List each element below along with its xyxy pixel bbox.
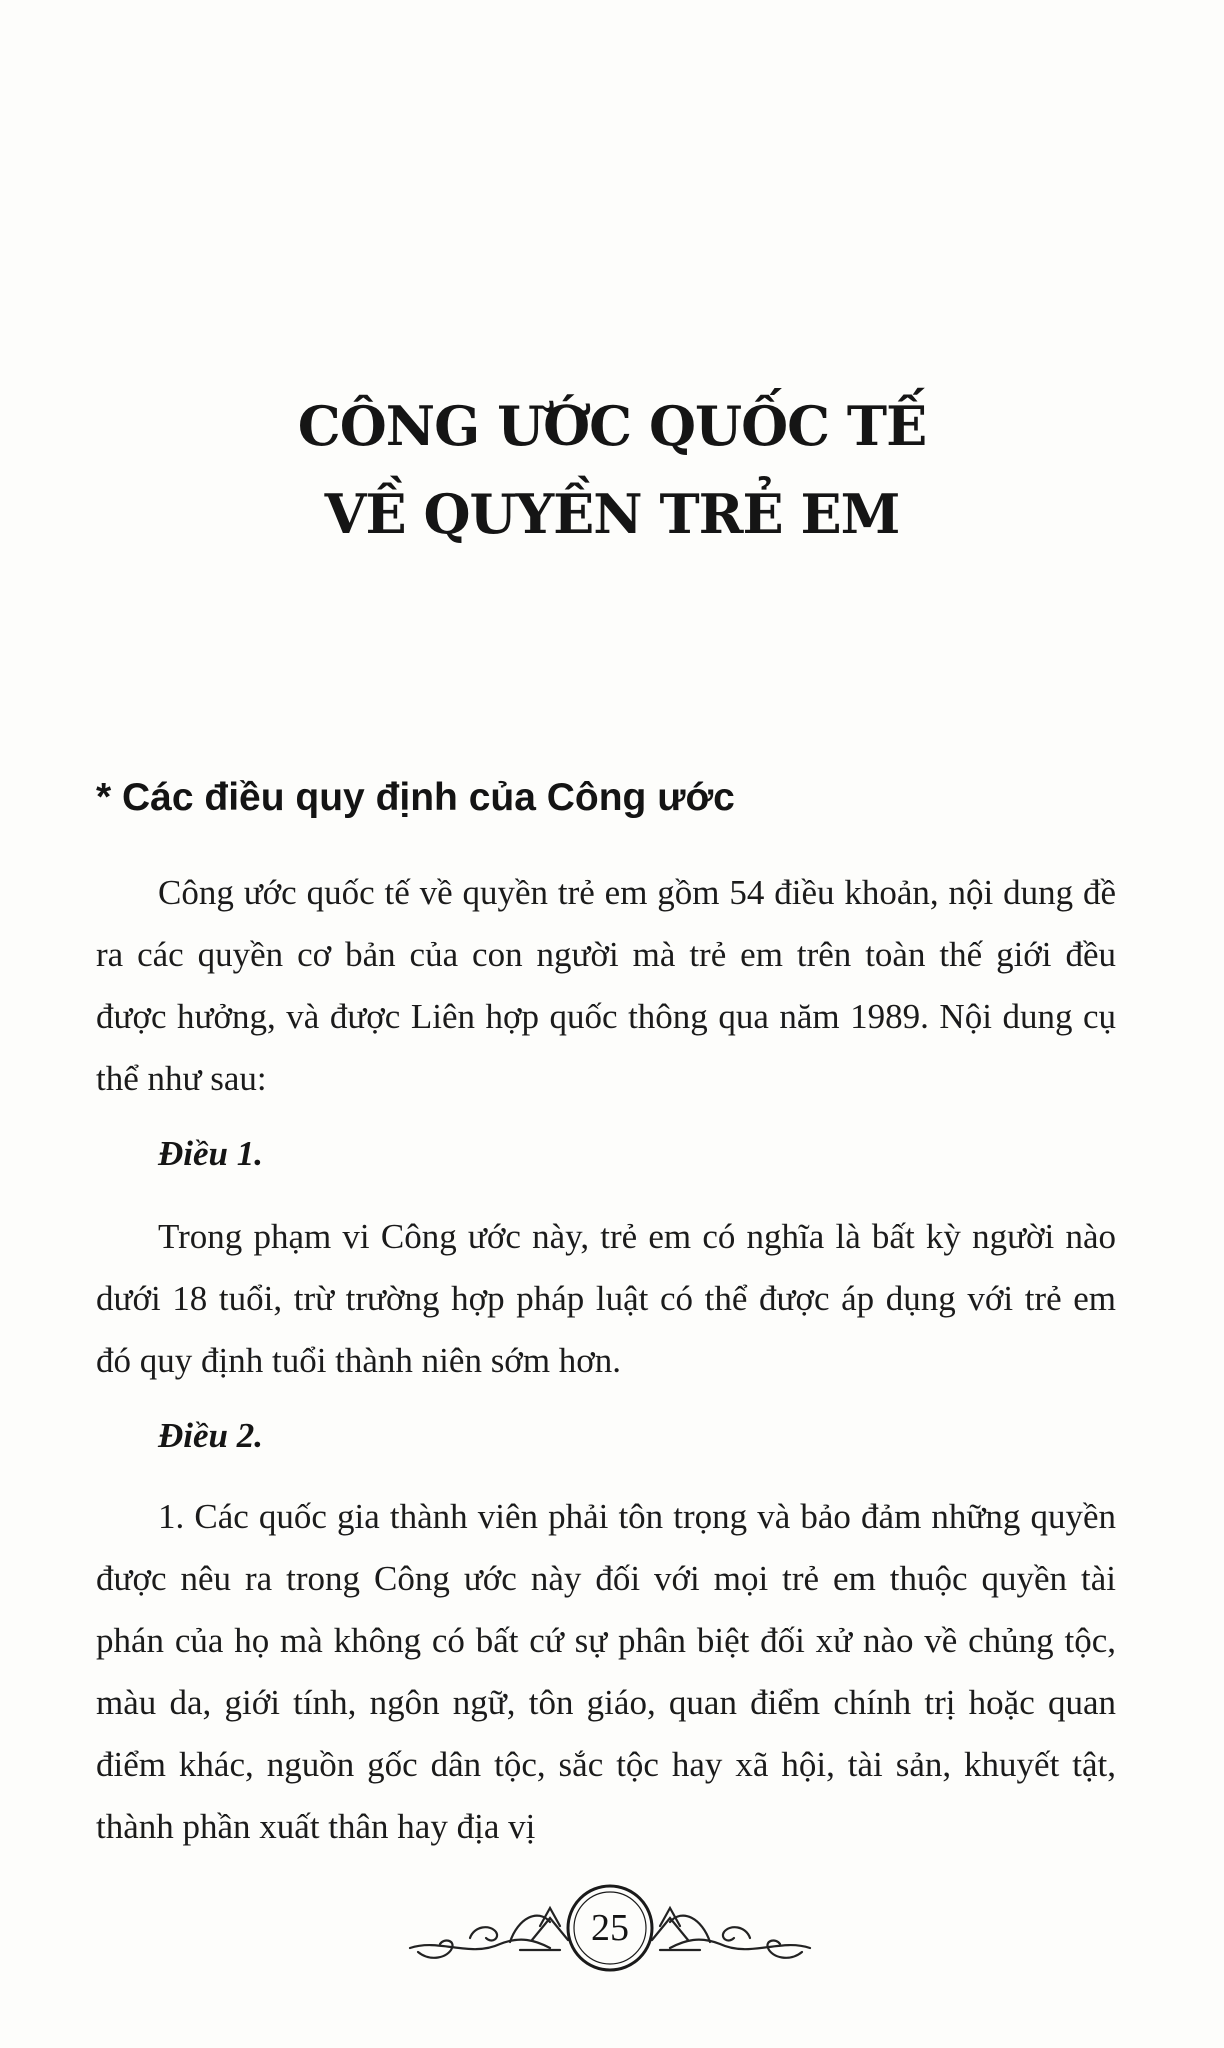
- intro-paragraph: Công ước quốc tế về quyền trẻ em gồm 54 điều khoản, nội dung đề ra các quyền cơ bản của con người mà trẻ em trên toàn thế giới đều được hưởng, và được Liên hợp quốc thông qua năm 1989. Nội dung cụ thể như sau:: [96, 873, 1116, 1098]
- article-1-text: Trong phạm vi Công ước này, trẻ em có nghĩa là bất kỳ người nào dưới 18 tuổi, trừ trường hợp pháp luật có thể được áp dụng với trẻ em đó quy định tuổi thành niên sớm hơn.: [96, 1217, 1116, 1380]
- chapter-title: [0, 382, 1224, 558]
- page-number: 25: [591, 1907, 629, 1949]
- chapter-title-line-1: CÔNG ƯỚC QUỐC TẾ: [297, 394, 927, 458]
- article-1-label: Điều 1.: [158, 1134, 263, 1173]
- section-heading: * Các điều quy định của Công ước: [96, 776, 735, 819]
- article-2-label: Điều 2.: [158, 1416, 263, 1455]
- page-number-ornament: [400, 1878, 820, 1978]
- article-2-text: 1. Các quốc gia thành viên phải tôn trọng và bảo đảm những quyền được nêu ra trong Công ước này đối với mọi trẻ em thuộc quyền tài phán của họ mà không có bất cứ sự phân biệt đối xử nào về chủng tộc, màu da, giới tính, ngôn ngữ, tôn giáo, quan điểm chính trị hoặc quan điểm khác, nguồn gốc dân tộc, sắc tộc hay xã hội, tài sản, khuyết tật, thành phần xuất thân hay địa vị: [96, 1497, 1116, 1846]
- chapter-title-line-2: VỀ QUYỀN TRẺ EM: [324, 482, 900, 546]
